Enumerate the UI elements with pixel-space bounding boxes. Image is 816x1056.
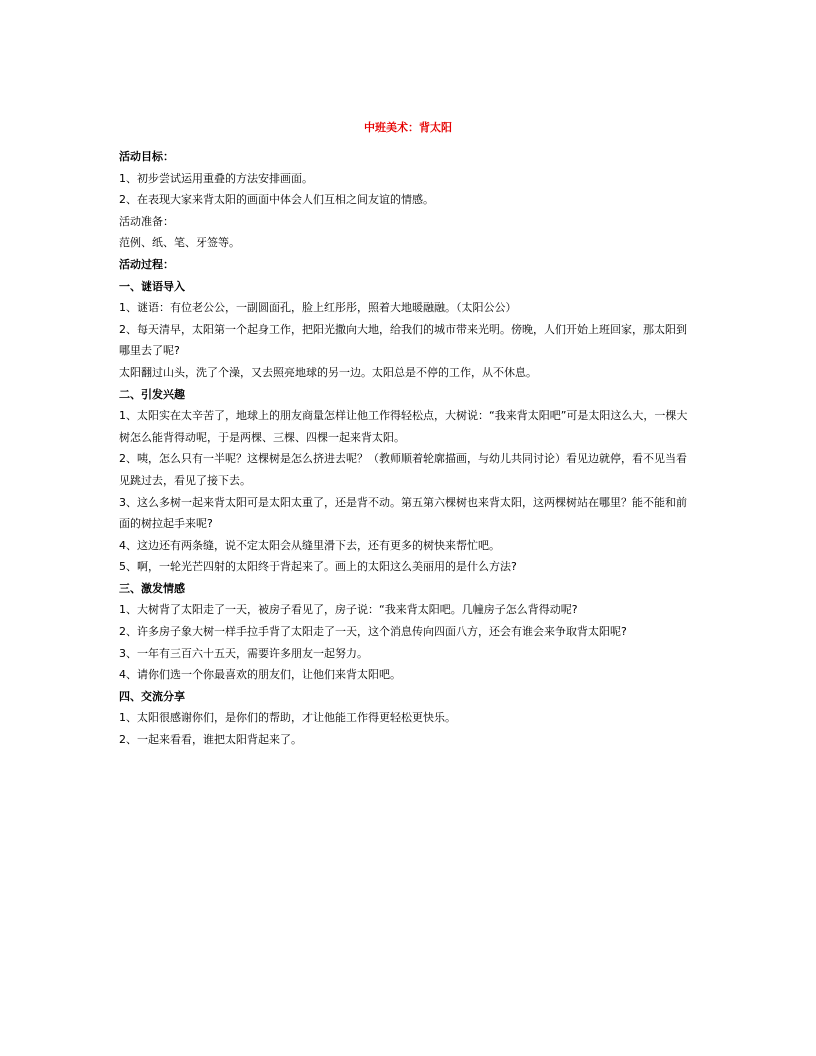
body-paragraph: 1、大树背了太阳走了一天，被房子看见了，房子说：“我来背太阳吧。几幢房子怎么背得动呢? (119, 603, 578, 617)
body-paragraph: 5、啊，一轮光芒四射的太阳终于背起来了。画上的太阳这么美丽用的是什么方法? (119, 560, 517, 574)
section-heading: 二、引发兴趣 (119, 387, 185, 401)
document-title: 中班美术：背太阳 (364, 121, 452, 134)
body-paragraph: 2、咦，怎么只有一半呢？这棵树是怎么挤进去呢？（教师顺着轮廓描画，与幼儿共同讨论）看见边就停，看不见当看见跳过去，看见了接下去。 (119, 452, 687, 487)
section-heading: 活动过程： (119, 257, 174, 271)
section-heading: 一、谜语导入 (119, 279, 185, 293)
body-paragraph: 范例、纸、笔、牙签等。 (119, 236, 240, 250)
body-paragraph: 2、每天清早，太阳第一个起身工作，把阳光撒向大地，给我们的城市带来光明。傍晚，人们开始上班回家，那太阳到哪里去了呢? (119, 322, 687, 358)
body-paragraph: 3、一年有三百六十五天，需要许多朋友一起努力。 (119, 646, 368, 660)
body-paragraph: 活动准备： (119, 214, 174, 228)
body-paragraph: 1、太阳很感谢你们，是你们的帮助，才让他能工作得更轻松更快乐。 (119, 711, 456, 725)
body-paragraph: 3、这么多树一起来背太阳可是太阳太重了，还是背不动。第五第六棵树也来背太阳，这两棵树站在哪里？能不能和前面的树拉起手来呢? (119, 495, 687, 531)
section-heading: 四、交流分享 (119, 689, 185, 703)
body-paragraph: 2、一起来看看，谁把太阳背起来了。 (119, 733, 302, 747)
body-paragraph: 2、在表现大家来背太阳的画面中体会人们互相之间友谊的情感。 (119, 193, 434, 207)
body-paragraph: 1、太阳实在太辛苦了，地球上的朋友商量怎样让他工作得轻松点，大树说：“我来背太阳吧”可是太阳这么大，一棵大树怎么能背得动呢，于是两棵、三棵、四棵一起来背太阳。 (119, 409, 688, 444)
body-paragraph: 太阳翻过山头，洗了个澡，又去照亮地球的另一边。太阳总是不停的工作，从不休息。 (119, 365, 537, 379)
body-paragraph: 2、许多房子象大树一样手拉手背了太阳走了一天，这个消息传向四面八方，还会有谁会来争取背太阳呢? (119, 625, 627, 639)
section-heading: 活动目标： (119, 150, 174, 163)
document-body (119, 146, 697, 751)
body-paragraph: 1、初步尝试运用重叠的方法安排画面。 (119, 171, 313, 185)
body-paragraph: 4、这边还有两条缝，说不定太阳会从缝里滑下去，还有更多的树快来帮忙吧。 (119, 538, 500, 552)
section-heading: 三、激发情感 (119, 581, 185, 595)
body-paragraph: 4、请你们选一个你最喜欢的朋友们，让他们来背太阳吧。 (119, 668, 401, 682)
body-paragraph: 1、谜语：有位老公公，一副圆面孔，脸上红彤彤，照着大地暖融融。（太阳公公） (119, 301, 517, 315)
